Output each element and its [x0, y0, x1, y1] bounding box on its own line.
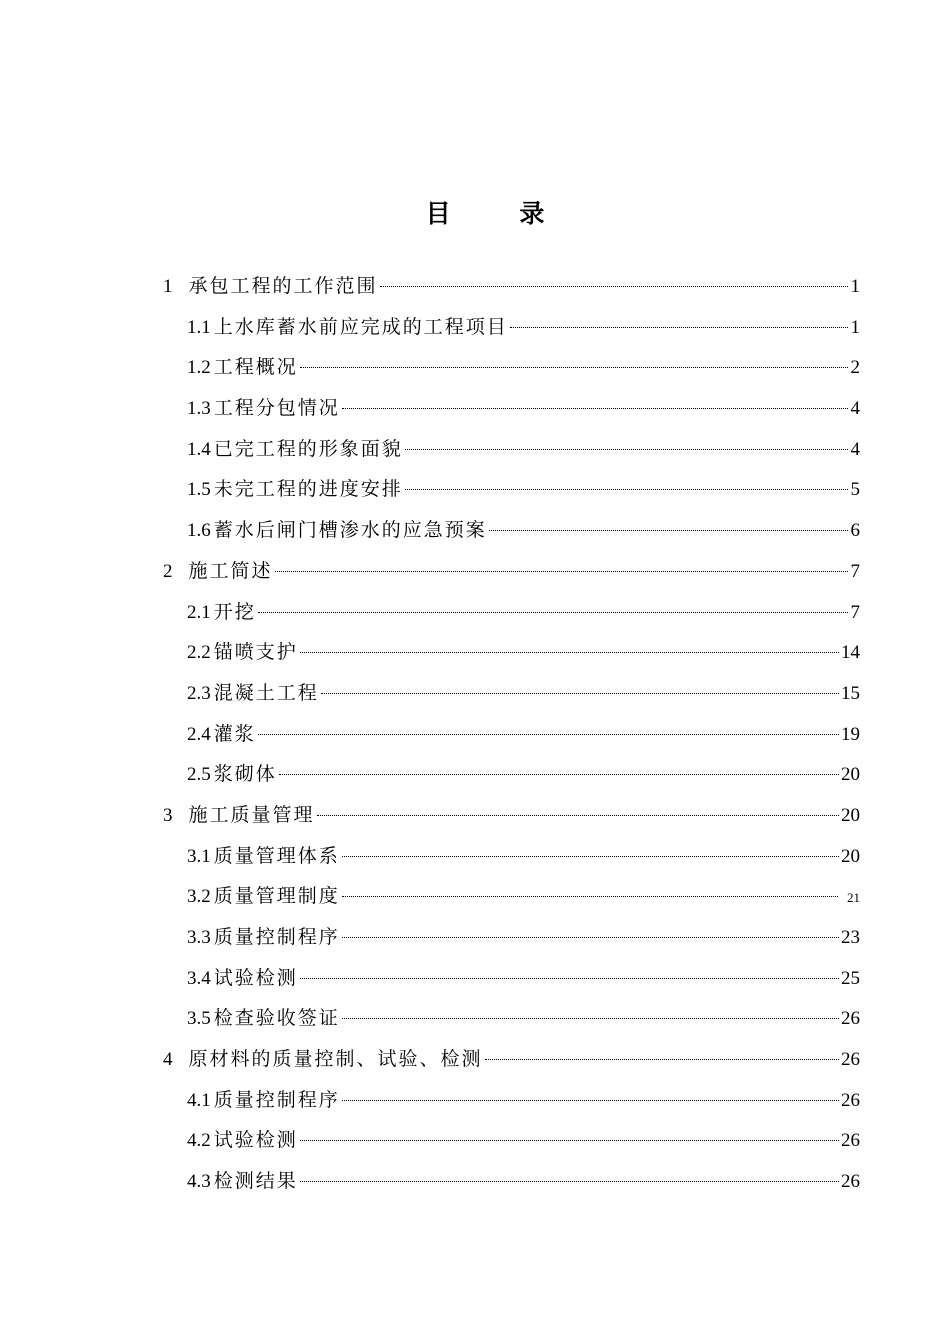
toc-entry-number: 4.3 [187, 1171, 211, 1193]
toc-entry-number: 3.5 [187, 1008, 211, 1030]
toc-entry-page: 19 [841, 723, 860, 745]
toc-entry-4-2[interactable] [163, 1120, 860, 1161]
toc-entry-label: 施工质量管理 [188, 803, 315, 826]
toc-dot-leader [279, 774, 839, 775]
toc-entry-page: 25 [841, 967, 860, 989]
toc-dot-leader [300, 1140, 839, 1141]
toc-entry-page: 4 [850, 398, 860, 420]
toc-entry-number: 2.2 [187, 642, 211, 664]
toc-entry-number: 4.2 [187, 1130, 211, 1152]
toc-entry-3-1[interactable] [163, 836, 860, 877]
toc-entry-label: 锚喷支护 [213, 641, 298, 664]
toc-entry-label: 未完工程的进度安排 [213, 478, 403, 501]
toc-entry-page: 5 [850, 479, 860, 501]
toc-entry-number: 1.4 [187, 438, 211, 460]
toc-dot-leader [342, 1018, 839, 1019]
toc-entry-number: 1 [163, 276, 173, 297]
toc-entry-label: 承包工程的工作范围 [188, 275, 378, 297]
toc-dot-leader [489, 530, 848, 531]
toc-entry-label: 施工简述 [188, 559, 273, 582]
toc-entry-label: 蓄水后闸门槽渗水的应急预案 [213, 519, 487, 542]
toc-dot-leader [258, 734, 839, 735]
toc-dot-leader [342, 856, 839, 857]
toc-entry-page: 15 [841, 682, 860, 704]
toc-entry-label: 混凝土工程 [213, 681, 319, 704]
toc-entry-page: 26 [841, 1171, 860, 1193]
toc-entry-1[interactable] [163, 266, 860, 307]
toc-entry-page: 1 [850, 276, 860, 297]
toc-entry-page: 7 [850, 560, 860, 582]
toc-entry-number: 3.4 [187, 967, 211, 989]
toc-entry-1-5[interactable] [163, 469, 860, 510]
toc-entry-2-5[interactable] [163, 754, 860, 795]
toc-dot-leader [342, 937, 839, 938]
toc-dot-leader [275, 571, 848, 572]
toc-entry-label: 检查验收签证 [213, 1007, 340, 1030]
toc-entry-number: 1.2 [187, 357, 211, 379]
toc-entry-4-3[interactable] [163, 1161, 860, 1202]
toc-entry-3-4[interactable] [163, 958, 860, 999]
toc-entry-number: 4.1 [187, 1089, 211, 1111]
toc-entry-page: 26 [841, 1049, 860, 1071]
toc-entry-number: 1.1 [187, 316, 211, 338]
toc-entry-number: 1.5 [187, 479, 211, 501]
toc-entry-page: 7 [850, 601, 860, 623]
toc-entry-2-1[interactable] [163, 592, 860, 633]
toc-dot-leader [321, 693, 839, 694]
toc-entry-number: 2.5 [187, 764, 211, 786]
toc-entry-page: 4 [850, 438, 860, 460]
toc-entry-label: 开挖 [213, 600, 256, 623]
toc-entry-number: 2.4 [187, 723, 211, 745]
toc-dot-leader [380, 286, 848, 287]
toc-entry-page: 20 [841, 764, 860, 786]
toc-entry-3[interactable] [163, 795, 860, 836]
toc-entry-1-3[interactable] [163, 388, 860, 429]
toc-dot-leader [300, 1181, 839, 1182]
toc-dot-leader [342, 408, 848, 409]
toc-dot-leader [405, 449, 848, 450]
toc-entry-number: 2.3 [187, 682, 211, 704]
toc-entry-page: 20 [841, 845, 860, 867]
toc-entry-2-2[interactable] [163, 632, 860, 673]
toc-entry-number: 2.1 [187, 601, 211, 623]
toc-entry-label: 试验检测 [213, 1129, 298, 1152]
toc-entry-number: 3 [163, 804, 173, 826]
toc-entry-label: 原材料的质量控制、试验、检测 [188, 1048, 483, 1071]
toc-entry-1-2[interactable] [163, 347, 860, 388]
toc-dot-leader [317, 815, 839, 816]
toc-entry-label: 质量管理制度 [213, 885, 340, 908]
toc-entry-label: 检测结果 [213, 1170, 298, 1193]
toc-entry-number: 1.3 [187, 398, 211, 420]
toc-entry-label: 试验检测 [213, 966, 298, 989]
toc-dot-leader [300, 978, 839, 979]
toc-entry-2-3[interactable] [163, 673, 860, 714]
toc-dot-leader [485, 1059, 839, 1060]
toc-entry-3-5[interactable] [163, 998, 860, 1039]
toc-entry-label: 工程概况 [213, 356, 298, 379]
toc-entry-page: 26 [841, 1130, 860, 1152]
toc-entry-1-4[interactable] [163, 429, 860, 470]
toc-entry-page: 14 [841, 642, 860, 664]
toc-entry-page: 20 [841, 804, 860, 826]
toc-dot-leader [300, 367, 848, 368]
toc-dot-leader [342, 1100, 839, 1101]
toc-entry-page: 26 [841, 1008, 860, 1030]
toc-entry-label: 工程分包情况 [213, 397, 340, 420]
toc-entry-1-6[interactable] [163, 510, 860, 551]
toc-entry-number: 2 [163, 560, 173, 582]
toc-entry-2[interactable] [163, 551, 860, 592]
toc-entry-4[interactable] [163, 1039, 860, 1080]
toc-entry-4-1[interactable] [163, 1080, 860, 1121]
toc-entry-label: 质量控制程序 [213, 1088, 340, 1111]
toc-entry-3-2[interactable] [163, 876, 860, 917]
toc-entry-page: 23 [841, 927, 860, 948]
toc-entry-3-3[interactable] [163, 917, 860, 958]
toc-entry-label: 灌浆 [213, 722, 256, 745]
toc-dot-leader [300, 652, 839, 653]
toc-entry-page: 26 [841, 1089, 860, 1111]
toc-dot-leader [342, 896, 838, 897]
toc-entry-number: 3.3 [187, 927, 211, 948]
page-title: 目 录 [425, 199, 575, 228]
toc-entry-number: 4 [163, 1049, 173, 1071]
toc-entry-label: 质量控制程序 [213, 926, 340, 948]
toc-entry-2-4[interactable] [163, 714, 860, 755]
toc-entry-page: 2 [850, 357, 860, 379]
toc-entry-label: 已完工程的形象面貌 [213, 437, 403, 460]
toc-dot-leader [510, 327, 848, 328]
toc-entry-label: 上水库蓄水前应完成的工程项目 [213, 315, 508, 338]
toc-entry-page: 1 [850, 316, 860, 338]
toc-entry-number: 1.6 [187, 520, 211, 542]
toc-entry-label: 浆砌体 [213, 763, 277, 786]
table-of-contents [163, 266, 860, 1202]
toc-dot-leader [405, 489, 848, 490]
toc-entry-number: 3.2 [187, 886, 211, 908]
toc-entry-number: 3.1 [187, 845, 211, 867]
toc-entry-1-1[interactable] [163, 307, 860, 348]
toc-dot-leader [258, 612, 848, 613]
toc-entry-page: 21 [847, 890, 860, 906]
toc-entry-page: 6 [850, 520, 860, 542]
toc-entry-label: 质量管理体系 [213, 844, 340, 867]
